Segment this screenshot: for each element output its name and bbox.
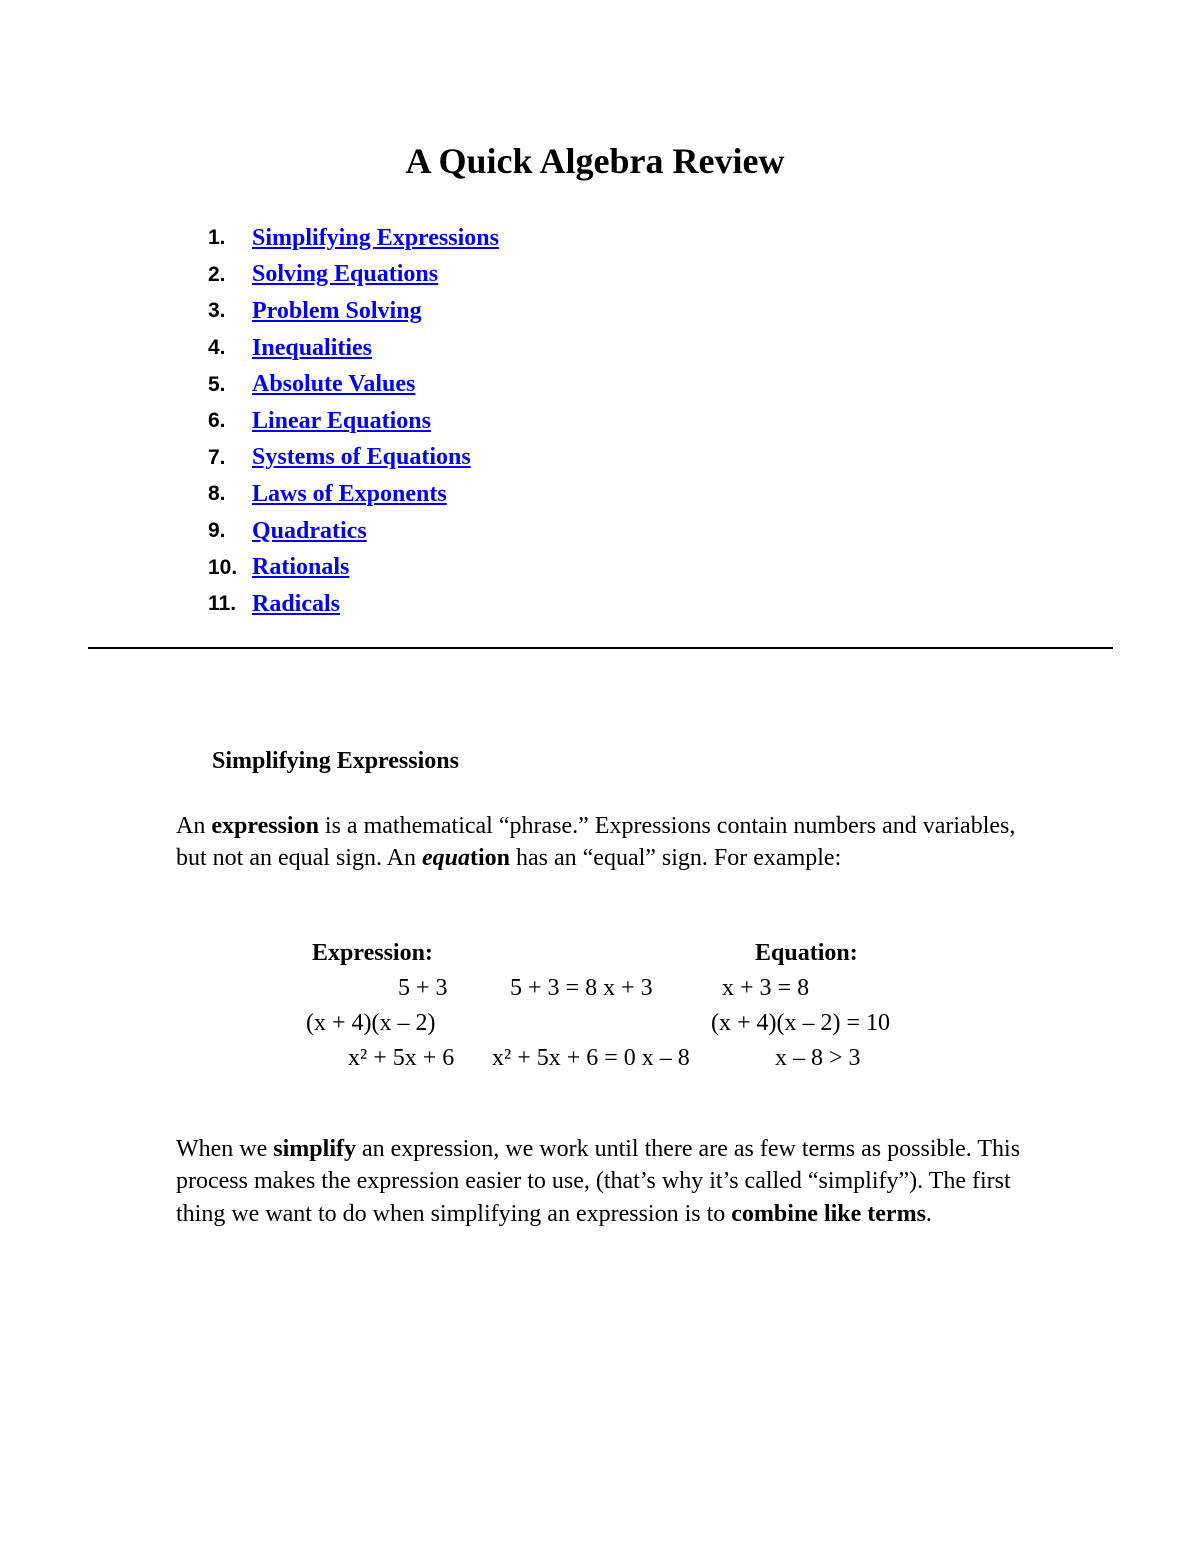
example-expression: x² + 5x + 6: [348, 1045, 455, 1071]
toc-item: [208, 476, 499, 513]
toc-number: 9.: [208, 519, 226, 543]
toc-link[interactable]: Inequalities: [252, 334, 373, 361]
toc-item: [208, 549, 499, 586]
example-mixed: 5 + 3 = 8 x + 3: [510, 975, 653, 1001]
term-equation-italic: equa: [421, 845, 470, 872]
toc-link[interactable]: Absolute Values: [252, 371, 416, 398]
expression-definition-paragraph: [176, 810, 1036, 875]
toc-item: [208, 257, 499, 294]
toc-link[interactable]: Quadratics: [252, 517, 367, 544]
table-of-contents: [208, 220, 499, 623]
toc-item: [208, 513, 499, 550]
example-expression: 5 + 3: [398, 975, 448, 1001]
term-expression: expression: [211, 813, 319, 839]
toc-item: [208, 366, 499, 403]
toc-number: 3.: [208, 299, 226, 323]
toc-item: [208, 220, 499, 257]
toc-number: 6.: [208, 409, 226, 433]
example-expression: (x + 4)(x – 2): [306, 1010, 436, 1036]
example-equation: (x + 4)(x – 2) = 10: [711, 1010, 891, 1036]
toc-item: [208, 330, 499, 367]
example-mixed: x² + 5x + 6 = 0 x – 8: [492, 1045, 690, 1071]
text-run: .: [925, 1200, 932, 1227]
example-equation: x + 3 = 8: [722, 975, 810, 1001]
text-run: When we: [176, 1136, 274, 1162]
toc-item: [208, 293, 499, 330]
page-title: A Quick Algebra Review: [405, 141, 785, 181]
horizontal-divider: [88, 647, 1113, 649]
toc-link[interactable]: Systems of Equations: [252, 444, 471, 471]
simplify-paragraph: [176, 1133, 1036, 1230]
toc-number: 4.: [208, 336, 226, 360]
toc-number: 2.: [208, 262, 226, 286]
toc-number: 8.: [208, 482, 226, 506]
example-inequality: x – 8 > 3: [775, 1045, 861, 1071]
toc-link[interactable]: Linear Equations: [252, 407, 431, 434]
toc-link[interactable]: Simplifying Expressions: [252, 224, 499, 251]
text-run: an expression, we work until there are as few terms as possible. This process makes the expression easier to use, (that’s why it’s called “simplify”). The first thing we want to do when simplifying an expression is to: [176, 1136, 1021, 1227]
term-combine-like-terms: combine like terms: [731, 1200, 926, 1227]
expression-column-header: Expression:: [312, 940, 433, 966]
toc-number: 5.: [208, 372, 226, 396]
toc-item: [208, 440, 499, 477]
section-heading: Simplifying Expressions: [212, 748, 459, 774]
term-equation-bold: tion: [469, 845, 510, 872]
toc-link[interactable]: Rationals: [252, 554, 350, 581]
toc-item: [208, 403, 499, 440]
term-simplify: simplify: [273, 1136, 356, 1162]
toc-number: 7.: [208, 445, 226, 469]
toc-link[interactable]: Radicals: [252, 590, 341, 617]
toc-item: [208, 586, 499, 623]
text-run: is a mathematical “phrase.” Expressions contain numbers and variables, but not an equal sign. An: [176, 813, 1016, 872]
toc-number: 10.: [208, 555, 238, 579]
text-run: An: [176, 813, 212, 839]
toc-link[interactable]: Solving Equations: [252, 261, 439, 288]
toc-number: 11.: [208, 592, 237, 616]
toc-link[interactable]: Problem Solving: [252, 297, 422, 324]
toc-number: 1.: [208, 226, 226, 250]
equation-column-header: Equation:: [755, 940, 858, 966]
text-run: has an “equal” sign. For example:: [510, 845, 842, 872]
toc-link[interactable]: Laws of Exponents: [252, 480, 447, 507]
